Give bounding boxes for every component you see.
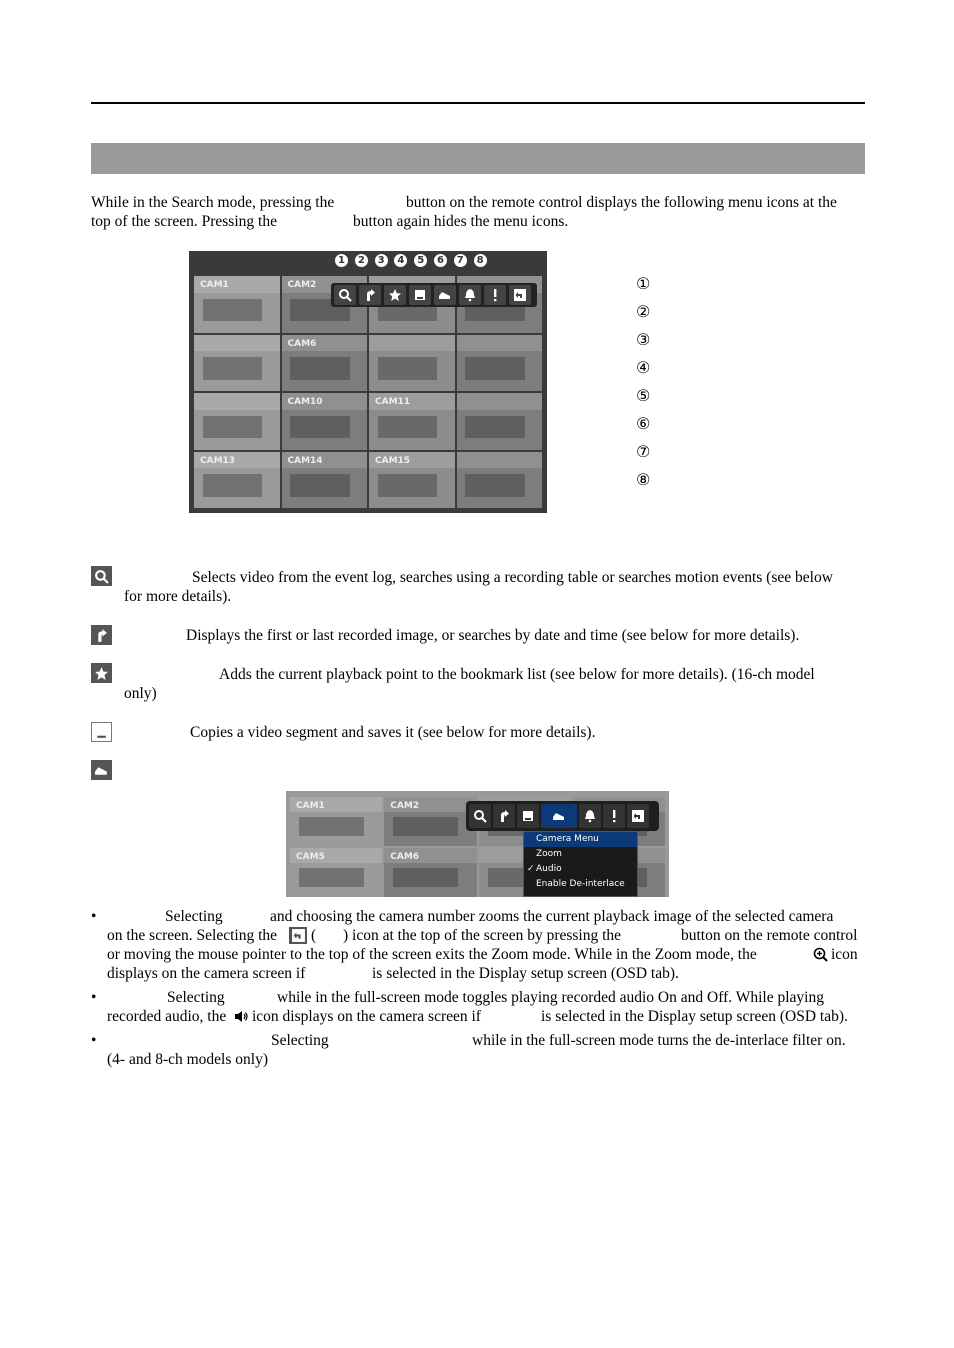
menu-item-zoom[interactable]: Zoom xyxy=(536,849,562,859)
camera-menu-icon[interactable] xyxy=(434,285,456,305)
legend-item-6: ⑥ xyxy=(636,414,651,433)
bullet-dot: • xyxy=(91,989,97,1006)
search-icon[interactable] xyxy=(469,804,491,828)
camera-tile[interactable]: CAM6 xyxy=(384,848,476,897)
bookmark-description-a: Adds the current playback point to the bookmark list (see below for more details). (16-ch model xyxy=(219,666,815,683)
bullet1-text: ) icon at the top of the screen by pressing the xyxy=(343,927,622,944)
alert-icon[interactable] xyxy=(484,285,506,305)
callout-numbers xyxy=(335,254,487,267)
callout-6: 6 xyxy=(434,254,447,267)
camera-tile[interactable]: CAM14 xyxy=(282,452,368,509)
callout-2: 2 xyxy=(355,254,368,267)
legend-item-8: ⑧ xyxy=(636,470,651,489)
bookmark-icon xyxy=(91,663,112,683)
section-title-bar xyxy=(91,143,865,174)
callout-legend xyxy=(636,276,650,500)
camera-menu-icon xyxy=(91,760,112,780)
camera-tile[interactable] xyxy=(194,393,280,450)
camera-tile[interactable]: CAM2 xyxy=(282,276,368,333)
callout-5: 5 xyxy=(414,254,427,267)
camera-menu-screenshot xyxy=(286,791,669,897)
bullet3-text: (4- and 8-ch models only) xyxy=(107,1051,268,1068)
bullet1-text: or moving the mouse pointer to the top of the screen exits the Zoom mode. While in the Zoom mode, the xyxy=(107,946,757,963)
callout-4: 4 xyxy=(394,254,407,267)
search-mode-screenshot xyxy=(189,251,547,513)
camera-grid xyxy=(194,276,542,508)
bookmark-icon[interactable] xyxy=(384,285,406,305)
menu-item-deinterlace[interactable]: Enable De-interlace xyxy=(536,879,625,889)
camera-menu-dropdown xyxy=(523,831,638,897)
bullet3-text: Selecting xyxy=(271,1032,329,1049)
camera-tile[interactable]: CAM10 xyxy=(282,393,368,450)
legend-item-5: ⑤ xyxy=(636,386,651,405)
bullet1-text: button on the remote control xyxy=(681,927,858,944)
camera-tile[interactable]: CAM6 xyxy=(282,335,368,392)
bullet3-text: while in the full-screen mode turns the de-interlace filter on. xyxy=(472,1032,846,1049)
camera-tile[interactable]: CAM2 xyxy=(384,797,476,846)
camera-tile[interactable]: CAM5 xyxy=(290,848,382,897)
camera-tile[interactable]: CAM15 xyxy=(369,452,455,509)
alarm-icon[interactable] xyxy=(579,804,601,828)
bullet-dot: • xyxy=(91,1032,97,1049)
intro-line2-a: top of the screen. Pressing the xyxy=(91,213,277,230)
bullet2-text: is selected in the Display setup screen (OSD tab). xyxy=(541,1008,848,1025)
copy-icon xyxy=(91,722,112,742)
camera-tile[interactable]: CAM11 xyxy=(369,393,455,450)
camera-tile[interactable] xyxy=(457,452,543,509)
legend-item-2: ② xyxy=(636,302,651,321)
intro-line2-b: button again hides the menu icons. xyxy=(353,213,569,230)
search-description-b: for more details). xyxy=(124,588,232,605)
speaker-icon xyxy=(234,1010,249,1023)
camera-tile[interactable] xyxy=(457,335,543,392)
goto-icon xyxy=(91,625,112,645)
camera-menu-icon[interactable] xyxy=(541,804,577,828)
alert-icon[interactable] xyxy=(603,804,625,828)
bullet1-text: on the screen. Selecting the xyxy=(107,927,278,944)
search-icon[interactable] xyxy=(334,285,356,305)
alarm-icon[interactable] xyxy=(459,285,481,305)
check-icon: ✓ xyxy=(527,864,535,874)
exit-icon[interactable] xyxy=(509,285,531,305)
camera-tile[interactable] xyxy=(369,335,455,392)
copy-icon[interactable] xyxy=(409,285,431,305)
zoom-in-icon xyxy=(813,947,828,962)
bookmark-description-b: only) xyxy=(124,685,157,702)
camera-tile[interactable]: CAM1 xyxy=(194,276,280,333)
bullet1-text: Selecting xyxy=(165,908,223,925)
bullet2-text: Selecting xyxy=(167,989,225,1006)
copy-icon[interactable] xyxy=(517,804,539,828)
camera-tile[interactable]: CAM13 xyxy=(194,452,280,509)
goto-description: Displays the first or last recorded image, or searches by date and time (see below for more details). xyxy=(186,627,800,644)
bullet1-text: displays on the camera screen if xyxy=(107,965,306,982)
search-menu-toolbar xyxy=(466,801,659,831)
camera-tile[interactable]: CAM1 xyxy=(290,797,382,846)
legend-item-3: ③ xyxy=(636,330,651,349)
search-description-a: Selects video from the event log, searches using a recording table or searches motion events (see below xyxy=(192,569,833,586)
copy-description: Copies a video segment and saves it (see below for more details). xyxy=(190,724,596,741)
callout-1: 1 xyxy=(335,254,348,267)
goto-icon[interactable] xyxy=(493,804,515,828)
exit-icon[interactable] xyxy=(627,804,649,828)
bullet1-text: ( xyxy=(311,927,317,944)
callout-3: 3 xyxy=(375,254,388,267)
legend-item-4: ④ xyxy=(636,358,651,377)
search-icon xyxy=(91,566,112,586)
bullet2-text: recorded audio, the xyxy=(107,1008,227,1025)
goto-icon[interactable] xyxy=(359,285,381,305)
callout-7: 7 xyxy=(454,254,467,267)
header-rule xyxy=(91,102,865,104)
exit-icon xyxy=(289,927,307,944)
bullet1-text: is selected in the Display setup screen (OSD tab). xyxy=(372,965,679,982)
search-menu-toolbar xyxy=(331,283,537,307)
legend-item-1: ① xyxy=(636,274,651,293)
camera-tile[interactable] xyxy=(457,393,543,450)
bullet-dot: • xyxy=(91,908,97,925)
intro-line1-b: button on the remote control displays the following menu icons at the xyxy=(406,194,837,211)
bullet2-text: while in the full-screen mode toggles playing recorded audio On and Off. While playing xyxy=(277,989,824,1006)
camera-tile[interactable] xyxy=(194,335,280,392)
menu-item-audio[interactable]: ✓ Audio xyxy=(524,862,637,877)
callout-8: 8 xyxy=(474,254,487,267)
legend-item-7: ⑦ xyxy=(636,442,651,461)
bullet1-text: and choosing the camera number zooms the current playback image of the selected camera xyxy=(270,908,834,925)
bullet1-text: icon xyxy=(831,946,858,963)
bullet2-text: icon displays on the camera screen if xyxy=(252,1008,481,1025)
camera-menu-header: Camera Menu xyxy=(524,832,637,847)
intro-line1-a: While in the Search mode, pressing the xyxy=(91,194,335,211)
